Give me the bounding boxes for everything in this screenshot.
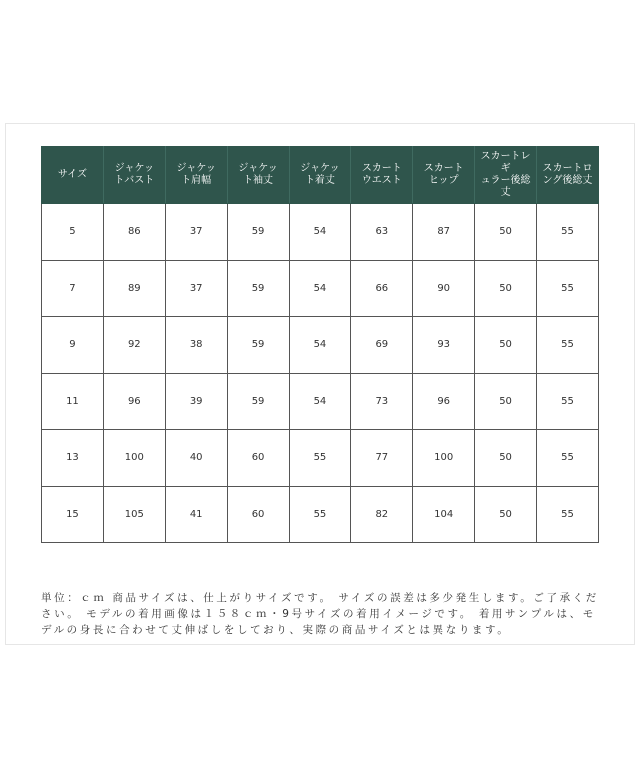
table-cell: 59 — [227, 204, 289, 261]
table-cell: 54 — [289, 204, 351, 261]
table-cell: 37 — [165, 204, 227, 261]
table-row — [42, 430, 599, 487]
table-cell: 93 — [413, 317, 475, 374]
size-table — [41, 146, 599, 543]
table-header-row — [42, 147, 599, 204]
table-cell: 50 — [475, 260, 537, 317]
table-cell: 90 — [413, 260, 475, 317]
table-cell: 55 — [289, 486, 351, 543]
table-cell: 105 — [103, 486, 165, 543]
table-row — [42, 317, 599, 374]
table-cell: 37 — [165, 260, 227, 317]
header-jacket-shoulder: ジャケッ ト肩幅 — [165, 147, 227, 204]
table-cell: 55 — [537, 260, 599, 317]
table-cell: 82 — [351, 486, 413, 543]
table-row — [42, 260, 599, 317]
table-row — [42, 373, 599, 430]
table-cell: 92 — [103, 317, 165, 374]
table-cell: 96 — [413, 373, 475, 430]
table-cell: 54 — [289, 260, 351, 317]
table-cell: 69 — [351, 317, 413, 374]
header-jacket-sleeve: ジャケッ ト袖丈 — [227, 147, 289, 204]
table-cell: 63 — [351, 204, 413, 261]
size-note-text: 単位：ｃｍ 商品サイズは、仕上がりサイズです。 サイズの誤差は多少発生します。ご了承ください。 モデルの着用画像は１５８ｃｍ・9号サイズの着用イメージです。 着用サンプルは、モデルの身長に合わせて丈伸ばしをしており、実際の商品サイズとは異なります。 — [41, 591, 599, 636]
table-cell: 50 — [475, 486, 537, 543]
table-cell: 13 — [42, 430, 104, 487]
table-cell: 54 — [289, 317, 351, 374]
table-cell: 96 — [103, 373, 165, 430]
table-cell: 100 — [103, 430, 165, 487]
table-cell: 50 — [475, 373, 537, 430]
table-cell: 55 — [289, 430, 351, 487]
header-skirt-long-length: スカートロ ング後総丈 — [537, 147, 599, 204]
table-cell: 15 — [42, 486, 104, 543]
table-cell: 55 — [537, 430, 599, 487]
table-cell: 50 — [475, 430, 537, 487]
table-cell: 59 — [227, 260, 289, 317]
header-jacket-length: ジャケッ ト着丈 — [289, 147, 351, 204]
table-row — [42, 486, 599, 543]
table-cell: 87 — [413, 204, 475, 261]
table-cell: 86 — [103, 204, 165, 261]
table-cell: 39 — [165, 373, 227, 430]
table-cell: 60 — [227, 430, 289, 487]
table-cell: 55 — [537, 317, 599, 374]
table-cell: 38 — [165, 317, 227, 374]
table-cell: 11 — [42, 373, 104, 430]
table-cell: 7 — [42, 260, 104, 317]
header-size: サイズ — [42, 147, 104, 204]
header-jacket-bust: ジャケッ トバスト — [103, 147, 165, 204]
table-cell: 89 — [103, 260, 165, 317]
table-cell: 100 — [413, 430, 475, 487]
table-cell: 104 — [413, 486, 475, 543]
header-skirt-hip: スカート ヒップ — [413, 147, 475, 204]
table-cell: 55 — [537, 373, 599, 430]
table-cell: 54 — [289, 373, 351, 430]
table-row — [42, 204, 599, 261]
table-cell: 59 — [227, 317, 289, 374]
table-cell: 40 — [165, 430, 227, 487]
header-skirt-regular-length: スカートレギ ュラー後総丈 — [475, 147, 537, 204]
table-cell: 77 — [351, 430, 413, 487]
table-cell: 55 — [537, 486, 599, 543]
table-cell: 59 — [227, 373, 289, 430]
table-cell: 73 — [351, 373, 413, 430]
table-cell: 50 — [475, 204, 537, 261]
table-cell: 66 — [351, 260, 413, 317]
table-cell: 5 — [42, 204, 104, 261]
table-cell: 55 — [537, 204, 599, 261]
table-cell: 9 — [42, 317, 104, 374]
header-skirt-waist: スカート ウエスト — [351, 147, 413, 204]
table-cell: 41 — [165, 486, 227, 543]
table-cell: 60 — [227, 486, 289, 543]
table-cell: 50 — [475, 317, 537, 374]
